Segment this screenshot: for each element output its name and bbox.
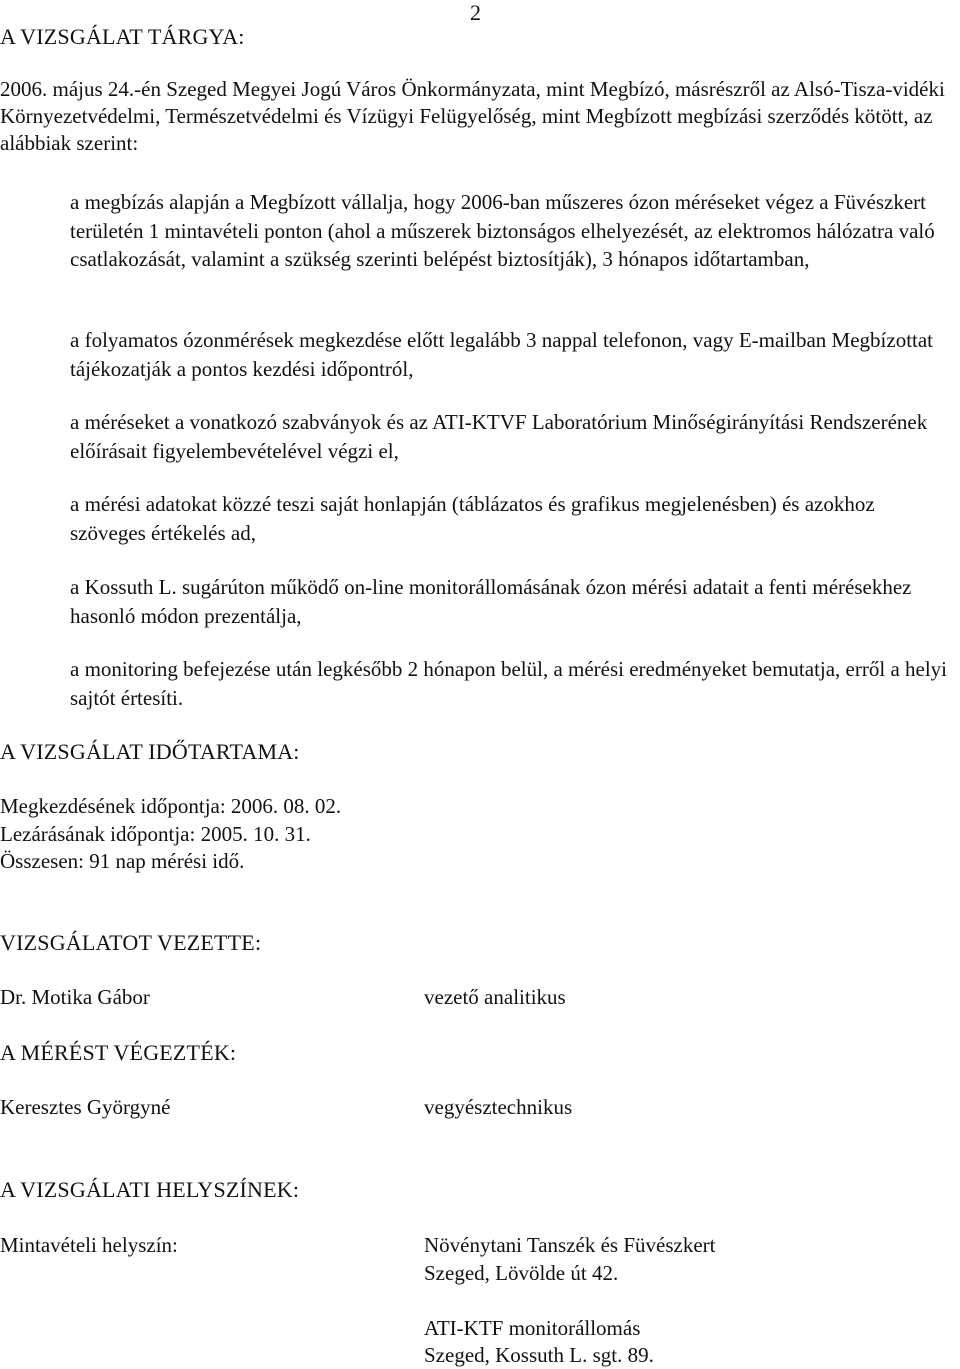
- performed-by-heading: A MÉRÉST VÉGEZTÉK:: [0, 1040, 237, 1065]
- duration-end: Lezárásának időpontja: 2005. 10. 31.: [0, 822, 311, 846]
- duration-heading: A VIZSGÁLAT IDŐTARTAMA:: [0, 739, 300, 764]
- subject-item-2: a folyamatos ózonmérések megkezdése előtt legalább 3 nappal telefonon, vagy E-mailban Megbízottat tájékozatják a pontos kezdési időpontról,: [70, 328, 934, 381]
- locations-heading: A VIZSGÁLATI HELYSZÍNEK:: [0, 1177, 300, 1202]
- site1-name: Növénytani Tanszék és Füvészkert: [424, 1233, 716, 1257]
- subject-item-6: a monitoring befejezése után legkésőbb 2 hónapon belül, a mérési eredményeket bemutatja, erről a helyi sajtót értesíti.: [70, 657, 948, 710]
- duration-start: Megkezdésének időpontja: 2006. 08. 02.: [0, 794, 342, 818]
- subject-item-4: a mérési adatokat közzé teszi saját honlapján (táblázatos és grafikus megjelenésben) és azokhoz szöveges értékelés ad,: [70, 492, 875, 545]
- subject-item-3: a méréseket a vonatkozó szabványok és az ATI-KTVF Laboratórium Minőségirányítási Rendszerének előírásait figyelembevételével végzi el,: [70, 410, 928, 463]
- site2-address: Szeged, Kossuth L. sgt. 89.: [424, 1343, 654, 1367]
- subject-item-1: a megbízás alapján a Megbízott vállalja, hogy 2006-ban műszeres ózon méréseket végez a Füvészkert területén 1 mintavételi ponton (ahol a műszerek biztonságos elhelyezését, az elektromos hálózatra való csatlakozását, valamint a szükség szerinti belépést biztosítják), 3 hónapos időtartamban,: [70, 190, 935, 271]
- led-by-heading: VIZSGÁLATOT VEZETTE:: [0, 930, 262, 955]
- subject-heading: A VIZSGÁLAT TÁRGYA:: [0, 24, 245, 49]
- performed-by-name: Keresztes Györgyné: [0, 1095, 171, 1119]
- subject-intro: 2006. május 24.-én Szeged Megyei Jogú Város Önkormányzata, mint Megbízó, másrészről az Alsó-Tisza-vidéki Környezetvédelmi, Természetvédelmi és Vízügyi Felügyelőség, mint Megbízott megbízási szerződés kötött, az alábbiak szerint:: [0, 77, 945, 155]
- page-number: 2: [470, 0, 481, 25]
- led-by-name: Dr. Motika Gábor: [0, 985, 150, 1009]
- led-by-role: vezető analitikus: [424, 985, 566, 1009]
- subject-item-5: a Kossuth L. sugárúton működő on-line monitorállomásának ózon mérési adatait a fenti mérésekhez hasonló módon prezentálja,: [70, 575, 912, 628]
- site2-name: ATI-KTF monitorállomás: [424, 1316, 641, 1340]
- performed-by-role: vegyésztechnikus: [424, 1095, 573, 1119]
- duration-total: Összesen: 91 nap mérési idő.: [0, 849, 245, 873]
- site1-address: Szeged, Lövölde út 42.: [424, 1261, 619, 1285]
- sampling-site-label: Mintavételi helyszín:: [0, 1233, 178, 1257]
